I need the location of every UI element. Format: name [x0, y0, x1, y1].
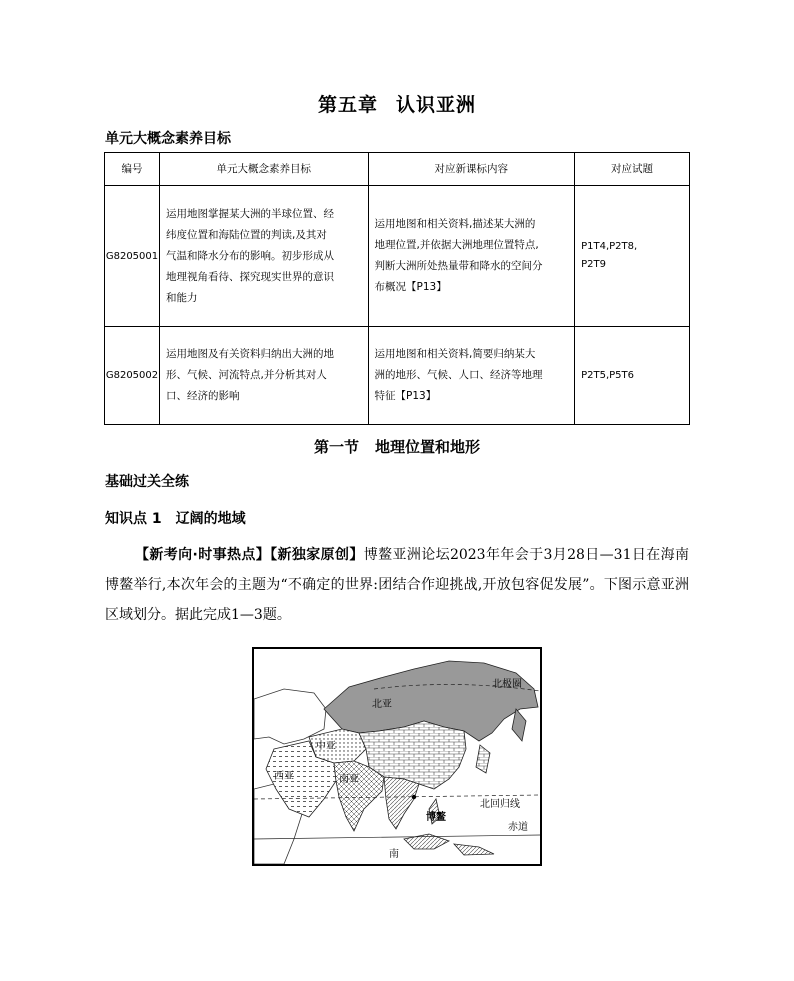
- tag-hot-topic: 【新考向·时事热点】: [135, 547, 271, 563]
- column-header: 单元大概念素养目标: [159, 153, 368, 186]
- label-tropic-of-cancer: 北回归线: [480, 799, 520, 810]
- goal-text: 运用地图掌握某大洲的半球位置、经 纬度位置和海陆位置的判读,及其对 气温和降水分布的影响。初步形成从 地理视角看待、探究现实世界的意识 和能力: [159, 186, 368, 327]
- column-header: 编号: [105, 153, 160, 186]
- label-equator: 赤道: [508, 822, 528, 833]
- test-refs: P1T4,P2T8, P2T9: [575, 186, 690, 327]
- intro-text: 博鳌亚洲论坛2023年年会于3月28日—31日在海南博鳌举行,本次年会的主题为“不确定的世界:团结合作迎挑战,开放包容促发展”。下图示意亚洲区域划分。据此完成1—3题。: [105, 547, 689, 623]
- map-svg: [254, 649, 540, 864]
- table-row: [105, 327, 690, 425]
- asia-region-map: [252, 647, 542, 866]
- table-header-row: [105, 153, 690, 186]
- goal-code: G8205002: [105, 327, 160, 425]
- test-refs: P2T5,P5T6: [575, 327, 690, 425]
- unit-goals-table: [104, 152, 690, 425]
- question-intro: [105, 540, 689, 630]
- japan-islands: [476, 745, 490, 773]
- knowledge-point-heading: 知识点 1 辽阔的地域: [105, 511, 246, 527]
- column-header: 对应新课标内容: [368, 153, 575, 186]
- label-north-asia: 北亚: [372, 699, 392, 710]
- goal-code: G8205001: [105, 186, 160, 327]
- label-central-asia: 中亚: [316, 741, 336, 752]
- unit-goals-heading: 单元大概念素养目标: [105, 131, 231, 147]
- table-row: [105, 186, 690, 327]
- label-west-asia: 西亚: [274, 771, 294, 782]
- chapter-title: 第五章 认识亚洲: [317, 94, 477, 116]
- southeast-asia-region: [384, 777, 419, 829]
- practice-heading: 基础过关全练: [105, 474, 189, 490]
- standard-text: 运用地图和相关资料,简要归纳某大 洲的地形、气候、人口、经济等地理 特征【P13】: [368, 327, 575, 425]
- label-south: 南: [389, 849, 399, 860]
- label-boao: 博鳌: [426, 812, 446, 823]
- goal-text: 运用地图及有关资料归纳出大洲的地 形、气候、河流特点,并分析其对人 口、经济的影响: [159, 327, 368, 425]
- kamchatka-peninsula: [512, 709, 526, 741]
- section-title: 第一节 地理位置和地形: [313, 438, 481, 456]
- boao-marker: [412, 795, 416, 799]
- tag-original: 【新独家原创】: [270, 547, 364, 563]
- label-south-asia: 南亚: [339, 774, 359, 785]
- equator-line: [254, 835, 540, 839]
- standard-text: 运用地图和相关资料,描述某大洲的 地理位置,并依据大洲地理位置特点, 判断大洲所处热量带和降水的空间分 布概况【P13】: [368, 186, 575, 327]
- label-arctic-circle: 北极圈: [492, 679, 522, 690]
- column-header: 对应试题: [575, 153, 690, 186]
